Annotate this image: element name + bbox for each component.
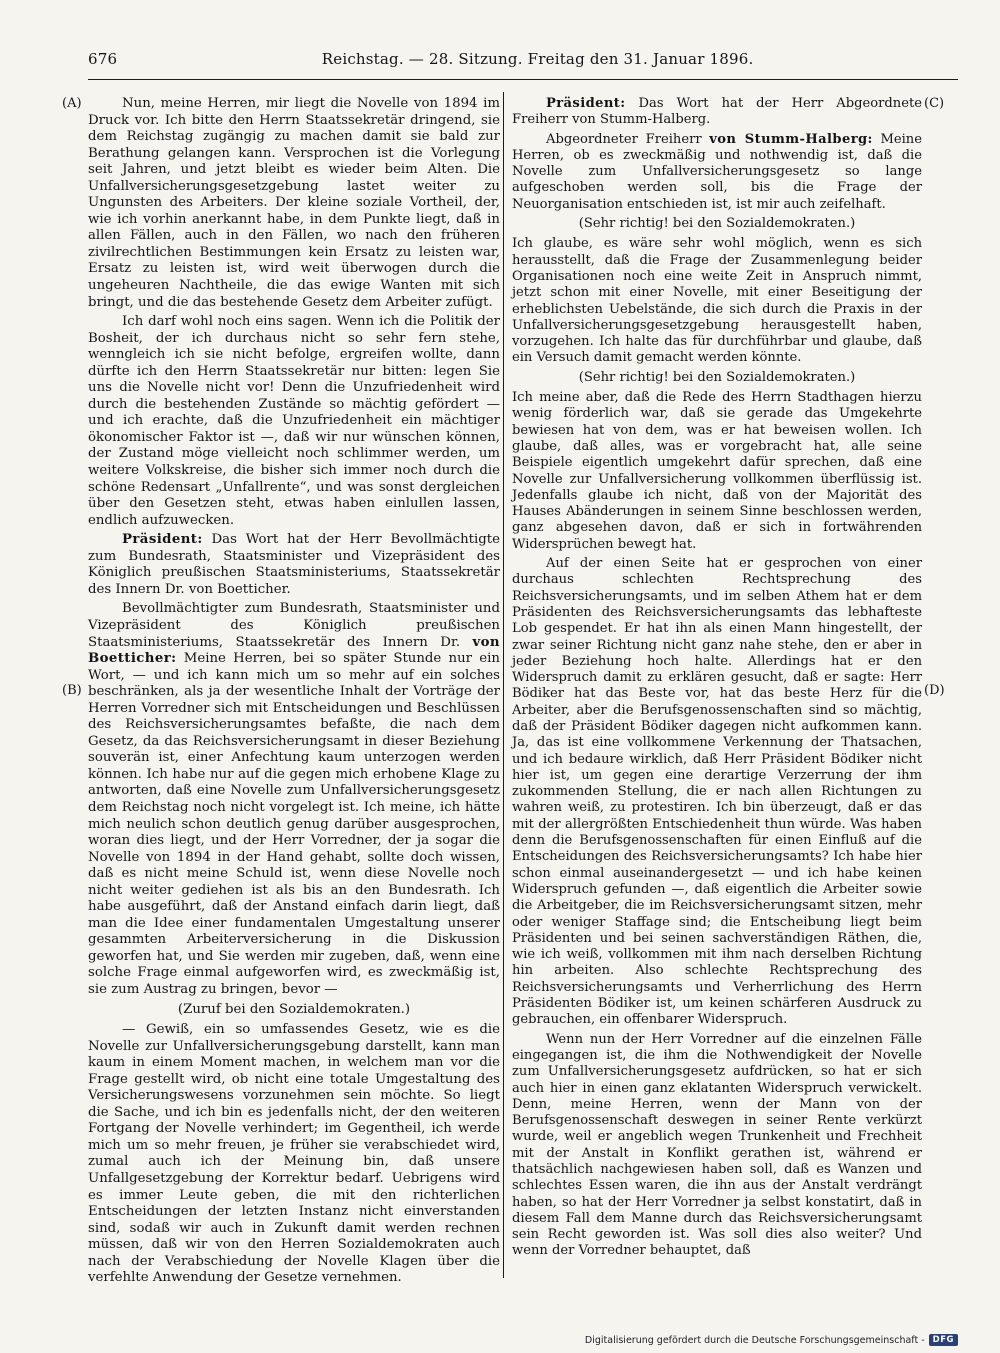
paragraph: Auf der einen Seite hat er gesprochen von einer durchaus schlechten Rechtsprechung des Reichsversicherungsamts, und im selben Athem hat er dem Präsidenten des Reichsversicherungsamts das lebhafteste Lob gespendet. Er hat ihn als einen Mann hingestellt, der zwar seiner Richtung nicht ganz nahe stehe, den er aber in jeder Beziehung hoch halte. Allerdings hat er den Widerspruch damit zu erklären gesucht, daß er sagte: Herr Bödiker hat das Beste vor, hat das beste Herz für die Arbeiter, aber die Berufsgenossenschaften sind so mächtig, daß der Präsident Bödiker dagegen nicht aufkommen kann. Ja, das ist eine vollkommene Verkennung der Thatsachen, und ich bedaure wirklich, daß Herr Präsident Bödiker nicht hier ist, um gegen eine derartige Verzerrung der ihm zukommenden Stellung, die er nach allen Richtungen zu wahren weiß, zu protestiren. Ich bin überzeugt, daß er das mit der allergrößten Entschiedenheit thun würde. Was haben denn die Berufsgenossenschaften für einen Einfluß auf die Entscheidungen des Reichsversicherungsamts? Ich habe hier schon einmal auseinandergesetzt — und ich habe keinen Widerspruch gefunden —, daß eigentlich die Arbeiter sowie die Arbeitgeber, die im Reichsversicherungsamt sitzen, mehr oder weniger Staffage sind; die Entscheibung liegt beim Präsidenten und bei seinen sachverständigen Räthen, die, wie ich weiß, vollkommen mit ihm nach derselben Richtung hin arbeiten. Also schlechte Rechtsprechung des Reichsversicherungsamts und Verherrlichung des Herrn Präsidenten Bödiker ist, um keinen schärferen Ausdruck zu gebrauchen, ein offenbarer Widerspruch. (512, 556, 922, 1028)
right-column (512, 96, 922, 1263)
speaker-name: von Boetticher: (88, 634, 500, 667)
margin-mark-d: (D) (924, 683, 945, 698)
column-divider (503, 92, 504, 1278)
header-rule (88, 79, 958, 80)
page-number: 676 (88, 50, 118, 68)
paragraph: Ich darf wohl noch eins sagen. Wenn ich die Politik der Bosheit, der ich durchaus nicht so sehr fern stehe, wenngleich ich sie nicht befolge, ergreifen wollte, dann dürfte ich den Herrn Staatssekretär nur bitten: legen Sie uns die Novelle nicht vor! Denn die Unzufriedenheit wird durch die bestehenden Zustände so mächtig gefördert — und ich erachte, daß die Unzufriedenheit ein mächtiger ökonomischer Faktor ist —, daß wir nur wünschen können, der Zustand möge vielleicht noch schlimmer werden, um weitere Volkskreise, die bisher sich immer noch durch die schöne Redensart „Unfallrente“, und was sonst dergleichen über den Gesetzen steht, etwas haben einlullen lassen, endlich aufzuwecken. (88, 314, 500, 528)
interjection: (Sehr richtig! bei den Sozialdemokraten.) (578, 369, 856, 385)
speaker-name: von Stumm-Halberg: (709, 131, 873, 147)
paragraph: Präsident: Das Wort hat der Herr Bevollmächtigte zum Bundesrath, Staatsminister und Vizepräsident des Königlich preußischen Staatsministeriums, Staatssekretär des Innern Dr. von Boetticher. (88, 532, 501, 597)
paragraph: Wenn nun der Herr Vorredner auf die einzelnen Fälle eingegangen ist, die ihm die Nothwendigkeit der Novelle zum Unfallversicherungsgesetz aufdrücken, so hat er sich auch hier in einen ganz eklatanten Widerspruch verwickelt. Denn, meine Herren, wenn der Mann von der Berufsgenossenschaft deswegen in seiner Rente verkürzt wurde, weil er angeblich wegen Trunkenheit und Frechheit mit der Anstalt in Konflikt gerathen ist, während er thatsächlich nachgewiesen haben soll, daß es Wanzen und schlechtes Essen waren, die ihn aus der Anstalt verdrängt haben, so hat der Herr Vorredner ja selbst konstatirt, daß in diesem Fall dem Manne durch das Reichsversicherungsamt sein Recht geworden ist. Was soll dies also weiter? Und wenn der Vorredner behauptet, daß (512, 1031, 922, 1259)
dfg-logo: DFG (929, 1334, 958, 1346)
paragraph: Ich glaube, es wäre sehr wohl möglich, wenn es sich herausstellt, daß die Frage der Zusammenlegung beider Organisationen noch eine weite Zeit in Anspruch nimmt, jetzt schon mit einer Novelle, mit einer Beseitigung der erheblichsten Uebelstände, die sich durch die Praxis in der Unfallversicherungsgesetzgebung herausgestellt haben, vorzugehen. Ich halte das für durchführbar und glaube, daß ein Versuch damit gemacht werden könnte. (512, 236, 922, 366)
margin-mark-a: (A) (62, 96, 82, 111)
running-title: Reichstag. — 28. Sitzung. Freitag den 31. Januar 1896. (321, 50, 754, 68)
speaker-name: Präsident: (546, 96, 626, 111)
paragraph: Bevollmächtigter zum Bundesrath, Staatsminister und Vizepräsident des Königlich preußischen Staatsministeriums, Staatssekretär des Innern Dr. von Boetticher: Meine Herren, bei so später Stunde nur ein Wort, — und ich kann mich um so mehr auf ein solches beschränken, als ja der wesentliche Inhalt der Vorträge der Herren Vorredner sich mit Entscheidungen und Beschlüssen des Reichsversicherungsamtes befaßte, die nach dem Gesetz, da das Reichsversicherungsamt in dieser Beziehung souverän ist, einer Anfechtung kaum unterzogen werden können. Ich habe nur auf die gegen mich erhobene Klage zu antworten, daß eine Novelle zum Unfallversicherungsgesetz dem Reichstag noch nicht vorgelegt ist. Ich meine, ich hätte mich neulich schon deutlich genug darüber ausgesprochen, woran dies liegt, und der Herr Vorredner, der ja sogar die Novelle von 1894 in der Hand gehabt, sollte doch wissen, daß es nicht meine Schuld ist, wenn diese Novelle noch nicht weiter gediehen ist als bis an den Bundesrath. Ich habe ausgeführt, daß der Anstand einfach darin liegt, daß man die Idee einer fundamentalen Umgestaltung unserer gesammten Arbeiterversicherung in die Diskussion geworfen hat, und Sie werden mir zugeben, daß, wenn eine solche Frage einmal aufgeworfen wird, es zweckmäßig ist, sie zum Austrag zu bringen, bevor — (88, 601, 500, 997)
paragraph: — Gewiß, ein so umfassendes Gesetz, wie es die Novelle zur Unfallversicherungsgebung darstellt, kann man kaum in einem Moment machen, in welchem man vor die Frage gestellt wird, ob nicht eine totale Umgestaltung des Versicherungswesens vorzunehmen sein möchte. So liegt die Sache, und ich bin es jedenfalls nicht, der den weiteren Fortgang der Novelle verhindert; im Gegentheil, ich werde mich um so mehr freuen, je früher sie verabschiedet wird, zumal auch ich der Meinung bin, daß unsere Unfallgesetzgebung der Korrektur bedarf. Uebrigens wird es immer Leute geben, die mit den richterlichen Entscheidungen der letzten Instanz nicht einverstanden sind, sodaß wir auch in Zukunft damit werden rechnen müssen, daß wir von den Herren Sozialdemokraten auch nach der Verabschiedung der Novelle Klagen über die verfehlte Anwendung der Gesetze vernehmen. (88, 1022, 500, 1286)
footer-text: Digitalisierung gefördert durch die Deutsche Forschungsgemeinschaft - (584, 1334, 925, 1346)
page-header (88, 50, 958, 74)
interjection: (Sehr richtig! bei den Sozialdemokraten.) (578, 216, 856, 232)
speaker-name: Präsident: (122, 532, 203, 548)
paragraph: Ich meine aber, daß die Rede des Herrn Stadthagen hierzu wenig förderlich war, daß sie gerade das Umgekehrte bewiesen hat von dem, was er hat beweisen wollen. Ich glaube, daß alles, was er vorgebracht hat, alle seine Beispiele eigentlich umgekehrt dafür sprechen, daß eine Novelle zur Unfallversicherung vollkommen überflüssig ist. Jedenfalls glaube ich nicht, daß von der Majorität des Hauses Abänderungen in seinem Sinne beschlossen werden, ganz abgesehen davon, daß er sich in fortwährenden Widersprüchen bewegt hat. (512, 390, 922, 552)
paragraph: Präsident: Das Wort hat der Herr Abgeordnete Freiherr von Stumm-Halberg. (512, 96, 922, 128)
margin-mark-b: (B) (62, 683, 82, 698)
interjection: (Zuruf bei den Sozialdemokraten.) (177, 1001, 411, 1017)
footer-credit (585, 1334, 958, 1346)
paragraph: Abgeordneter Freiherr von Stumm-Halberg: Meine Herren, ob es zweckmäßig und nothwendig ist, daß die Novelle zum Unfallversicherungsgesetz so lange aufgeschoben werden soll, bis die Frage der Neuorganisation entschieden ist, ist mir auch zeifelhaft. (512, 131, 922, 212)
margin-mark-c: (C) (924, 96, 945, 111)
session-date: Freitag den 31. Januar 1896. (527, 50, 754, 68)
left-column (88, 96, 500, 1290)
paragraph: Nun, meine Herren, mir liegt die Novelle von 1894 im Druck vor. Ich bitte den Herrn Staatssekretär dringend, sie dem Reichstag zugängig zu machen damit sie bald zur Berathung gelangen kann. Versprochen ist die Vorlegung seit Jahren, und jetzt bleibt es wieder beim Alten. Die Unfallversicherungsgesetzgebung lastet weiter zu Ungunsten des Arbeiters. Der kleine soziale Vortheil, der, wie ich vorhin anerkannt habe, in dem Punkte liegt, daß in allen Fällen, auch in den Fällen, wo nach den früheren zivilrechtlichen Bestimmungen kein Ersatz zu leisten war, Ersatz zu leisten ist, wird weit überwogen durch die ungeheuren Nachtheile, die das ewige Wanten mit sich bringt, und die das bestehende Gesetz dem Arbeiter zufügt. (88, 96, 500, 310)
